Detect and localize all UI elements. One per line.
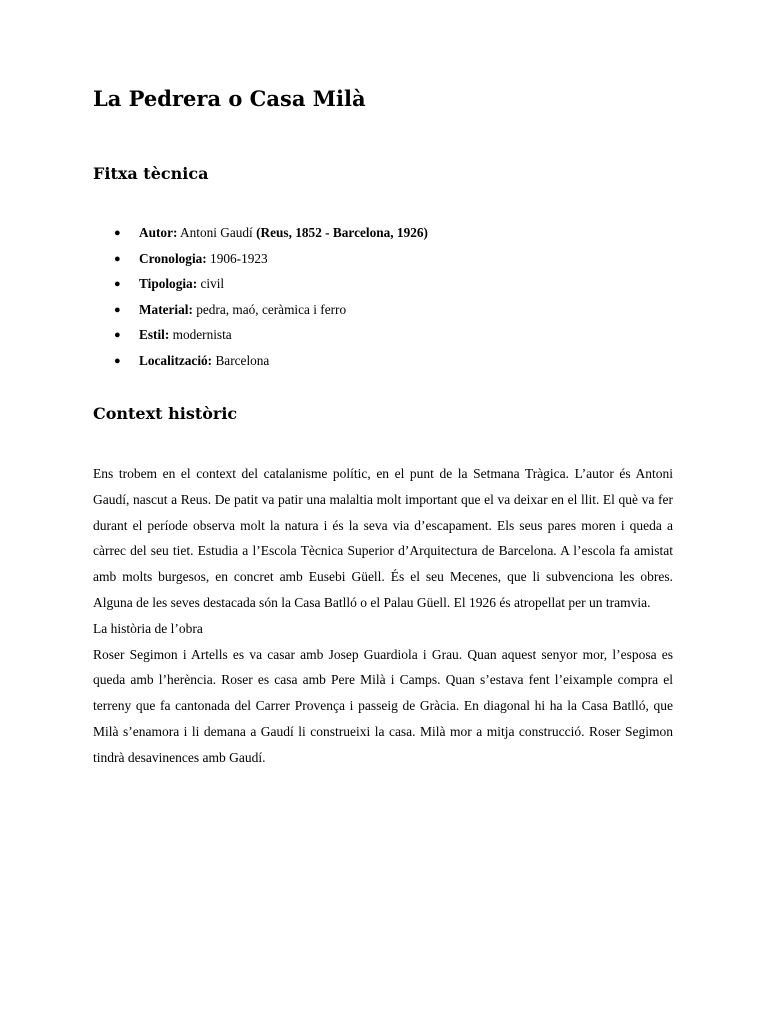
document-title: La Pedrera o Casa Milà — [93, 86, 366, 111]
obra-paragraph: Roser Segimon i Artells es va casar amb Josep Guardiola i Grau. Quan aquest senyor mor, l’esposa es queda amb l’herència. Roser es casa amb Pere Milà i Camps. Quan s’estava fent l’eixample compra el terreny que fa cantonada del Carrer Provença i passeig de Gràcia. En diagonal hi ha la Casa Batlló, que Milà s’enamora i li demana a Gaudí li construeixi la casa. Milà mor a mitja construcció. Roser Segimon tindrà desavinences amb Gaudí. — [93, 646, 673, 765]
bullet-icon: ● — [114, 227, 121, 239]
fitxa-heading: Fitxa tècnica — [93, 164, 209, 183]
fitxa-label: Material: — [139, 301, 193, 317]
fitxa-label: Cronologia: — [139, 250, 207, 266]
obra-subheading: La història de l’obra — [93, 620, 203, 636]
fitxa-value: Antoni Gaudí — [180, 225, 253, 240]
context-heading: Context històric — [93, 404, 238, 423]
fitxa-label: Localització: — [139, 352, 213, 368]
bullet-icon: ● — [114, 303, 121, 316]
bullet-icon: ● — [114, 354, 121, 367]
fitxa-list — [93, 223, 428, 377]
fitxa-value: civil — [200, 276, 225, 292]
fitxa-item-localitzacio — [93, 351, 428, 377]
fitxa-item-tipologia — [93, 274, 428, 300]
fitxa-value: Barcelona — [215, 352, 270, 368]
fitxa-label: Estil: — [139, 327, 170, 343]
fitxa-label: Tipologia: — [139, 276, 198, 292]
bullet-icon: ● — [114, 278, 121, 291]
fitxa-item-autor — [93, 223, 428, 249]
fitxa-item-cronologia — [93, 249, 428, 275]
fitxa-label: Autor: — [139, 225, 178, 240]
fitxa-value: modernista — [172, 327, 232, 343]
bullet-icon: ● — [114, 329, 121, 342]
fitxa-item-material — [93, 300, 428, 326]
fitxa-item-estil — [93, 325, 428, 351]
fitxa-value: 1906-1923 — [210, 250, 268, 266]
fitxa-extra: (Reus, 1852 - Barcelona, 1926) — [256, 225, 428, 240]
fitxa-value: pedra, maó, ceràmica i ferro — [196, 301, 347, 317]
bullet-icon: ● — [114, 252, 121, 265]
context-paragraph: Ens trobem en el context del catalanisme polític, en el punt de la Setmana Tràgica. L’autor és Antoni Gaudí, nascut a Reus. De patit va patir una malaltia molt important que el va deixar en el llit. El què va fer durant el període observa molt la natura i és la seva via d’escapament. Els seus pares moren i queda a càrrec del seu tiet. Estudia a l’Escola Tècnica Superior d’Arquitectura de Barcelona. A l’escola fa amistat amb molts burgesos, en concret amb Eusebi Güell. És el seu Mecenes, que li subvenciona les obres. Alguna de les seves destacada són la Casa Batlló o el Palau Güell. El 1926 és atropellat per un tramvia. — [93, 466, 673, 610]
context-body — [93, 461, 673, 771]
